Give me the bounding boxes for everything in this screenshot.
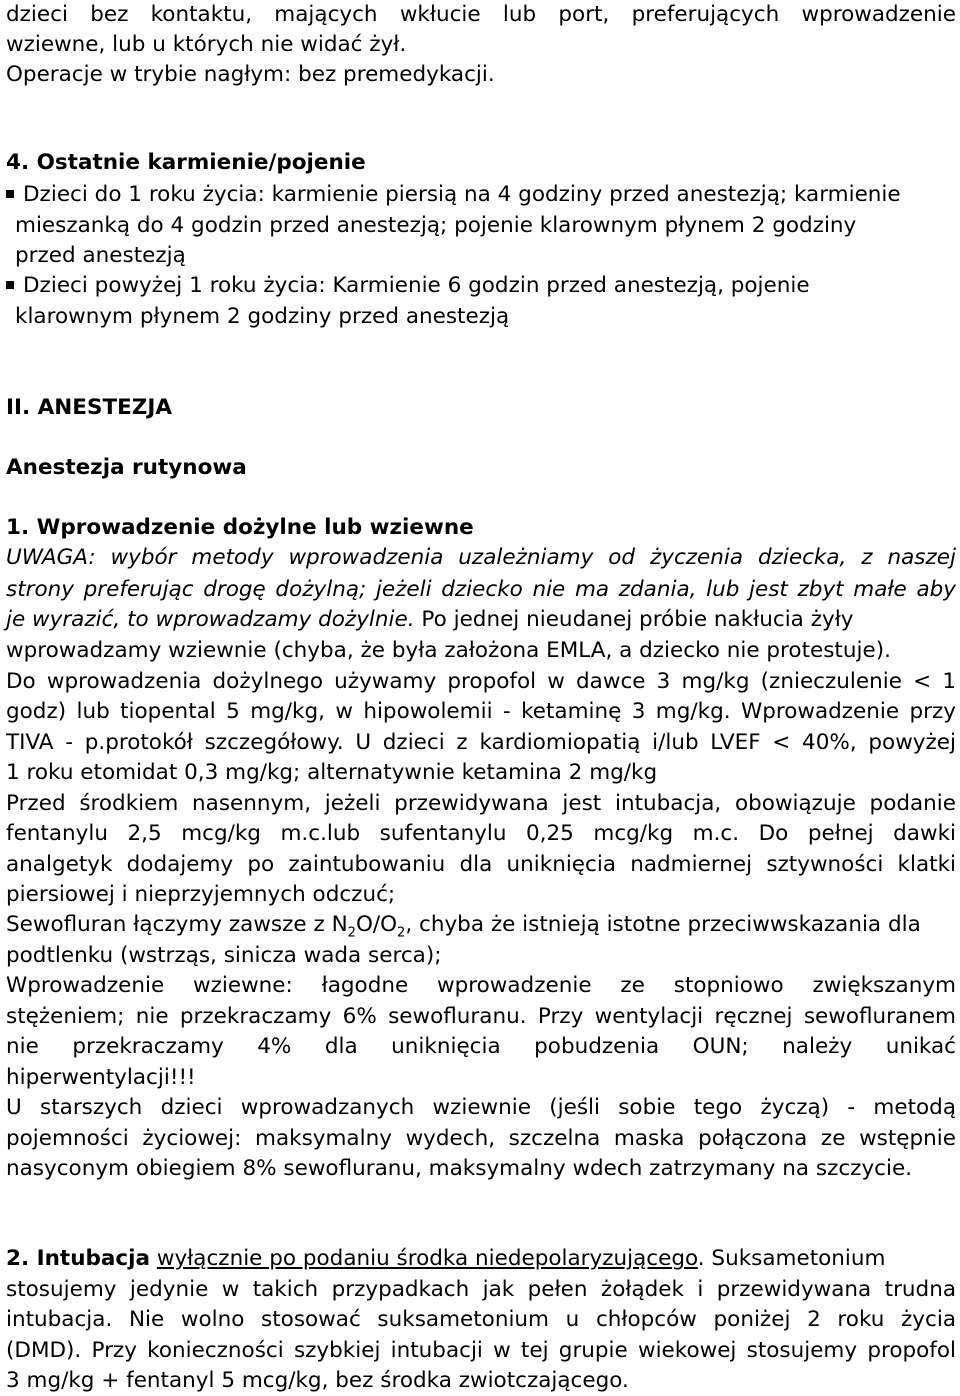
bullet-item [6, 180, 956, 210]
subsection-heading: Anestezja rutynowa [6, 455, 247, 480]
text-line: TIVA - p.protokół szczegółowy. U dzieci z kardiomiopatią i/lub LVEF < 40%, powyżej [6, 730, 956, 755]
text-line: stężeniem; nie przekraczamy 6% sewofluranu. Przy wentylacji ręcznej sewofluranem [6, 1004, 956, 1029]
underlined-text: wyłącznie po podaniu środka niedepolaryzującego [156, 1246, 698, 1271]
chapter-heading: II. ANESTEZJA [6, 395, 173, 420]
text-line: Operacje w trybie nagłym: bez premedykacji. [6, 62, 495, 87]
text-line [6, 910, 956, 940]
text-line: wprowadzamy wziewnie (chyba, że była założona EMLA, a dziecko nie protestuje). [6, 638, 891, 663]
text-line: Przed środkiem nasennym, jeżeli przewidywana jest intubacja, obowiązuje podanie [6, 791, 956, 816]
section-heading: 2. Intubacja [6, 1246, 151, 1271]
text-line: UWAGA: wybór metody wprowadzenia uzależniamy od życzenia dziecka, z naszej [6, 545, 956, 570]
text-span: Po jednej nieudanej próbie nakłucia żyły [414, 607, 854, 632]
italic-text: je wyrazić, to wprowadzamy dożylnie. [6, 607, 415, 632]
text-line: fentanylu 2,5 mcg/kg m.c.lub sufentanylu 0,25 mcg/kg m.c. Do pełnej dawki [6, 821, 956, 846]
text-line: pojemności życiowej: maksymalny wydech, szczelna maska połączona ze wstępnie [6, 1126, 956, 1151]
text-line [6, 1244, 956, 1274]
square-bullet-icon [6, 190, 14, 198]
text-line: hiperwentylacji!!! [6, 1065, 196, 1090]
text-line: dzieci bez kontaktu, mających wkłucie lub port, preferujących wprowadzenie [6, 2, 956, 27]
text-line: Do wprowadzenia dożylnego używamy propofol w dawce 3 mg/kg (znieczulenie < 1 [6, 669, 956, 694]
text-line: intubacja. Nie wolno stosować suksametonium u chłopców poniżej 2 roku życia [6, 1307, 956, 1332]
subscript: 2 [397, 925, 406, 941]
text-line: U starszych dzieci wprowadzanych wziewnie (jeśli sobie tego życzą) - metodą [6, 1095, 956, 1120]
text-line: 3 mg/kg + fentanyl 5 mcg/kg, bez środka zwiotczającego. [6, 1368, 629, 1393]
text-line: klarownym płynem 2 godziny przed anestezją [15, 304, 510, 329]
text-span: O/O [355, 912, 398, 937]
text-line: wziewne, lub u których nie widać żył. [6, 32, 407, 57]
bullet-item [6, 271, 956, 301]
text-line: nie przekraczamy 4% dla uniknięcia pobudzenia OUN; należy unikać [6, 1034, 956, 1059]
section-heading: 4. Ostatnie karmienie/pojenie [6, 150, 366, 175]
subscript: 2 [347, 925, 356, 941]
text-line: Dzieci powyżej 1 roku życia: Karmienie 6 godzin przed anestezją, pojenie [23, 273, 810, 298]
text-line: przed anestezją [15, 243, 186, 268]
text-line: (DMD). Przy konieczności szybkiej intubacji w tej grupie wiekowej stosujemy propofol [6, 1338, 956, 1363]
square-bullet-icon [6, 281, 14, 289]
text-line: godz) lub tiopental 5 mg/kg, w hipowolemii - ketaminę 3 mg/kg. Wprowadzenie przy [6, 699, 956, 724]
text-line: piersiowej i nieprzyjemnych odczuć; [6, 882, 396, 907]
section-heading: 1. Wprowadzenie dożylne lub wziewne [6, 515, 474, 540]
text-line: nasyconym obiegiem 8% sewofluranu, maksymalny wdech zatrzymany na szczycie. [6, 1156, 913, 1181]
text-line: podtlenku (wstrząs, sinicza wada serca); [6, 943, 442, 968]
text-span: , chyba że istnieją istotne przeciwwskazania dla [405, 912, 921, 937]
text-line: stosujemy jedynie w takich przypadkach jak pełen żołądek i przewidywana trudna [6, 1277, 956, 1302]
text-line [6, 605, 956, 635]
text-line: strony preferując drogę dożylną; jeżeli dziecko nie ma zdania, lub jest zbyt małe aby [6, 577, 956, 602]
text-span: Sewofluran łączymy zawsze z N [6, 912, 348, 937]
text-line: analgetyk dodajemy po zaintubowaniu dla uniknięcia nadmiernej sztywności klatki [6, 852, 956, 877]
text-line: mieszanką do 4 godzin przed anestezją; pojenie klarownym płynem 2 godziny [15, 213, 857, 238]
text-span [150, 1246, 157, 1271]
text-line: Dzieci do 1 roku życia: karmienie piersią na 4 godziny przed anestezją; karmienie [23, 182, 901, 207]
text-line: Wprowadzenie wziewne: łagodne wprowadzenie ze stopniowo zwiększanym [6, 973, 956, 998]
text-line: 1 roku etomidat 0,3 mg/kg; alternatywnie ketamina 2 mg/kg [6, 760, 658, 785]
text-span: . Suksametonium [697, 1246, 886, 1271]
